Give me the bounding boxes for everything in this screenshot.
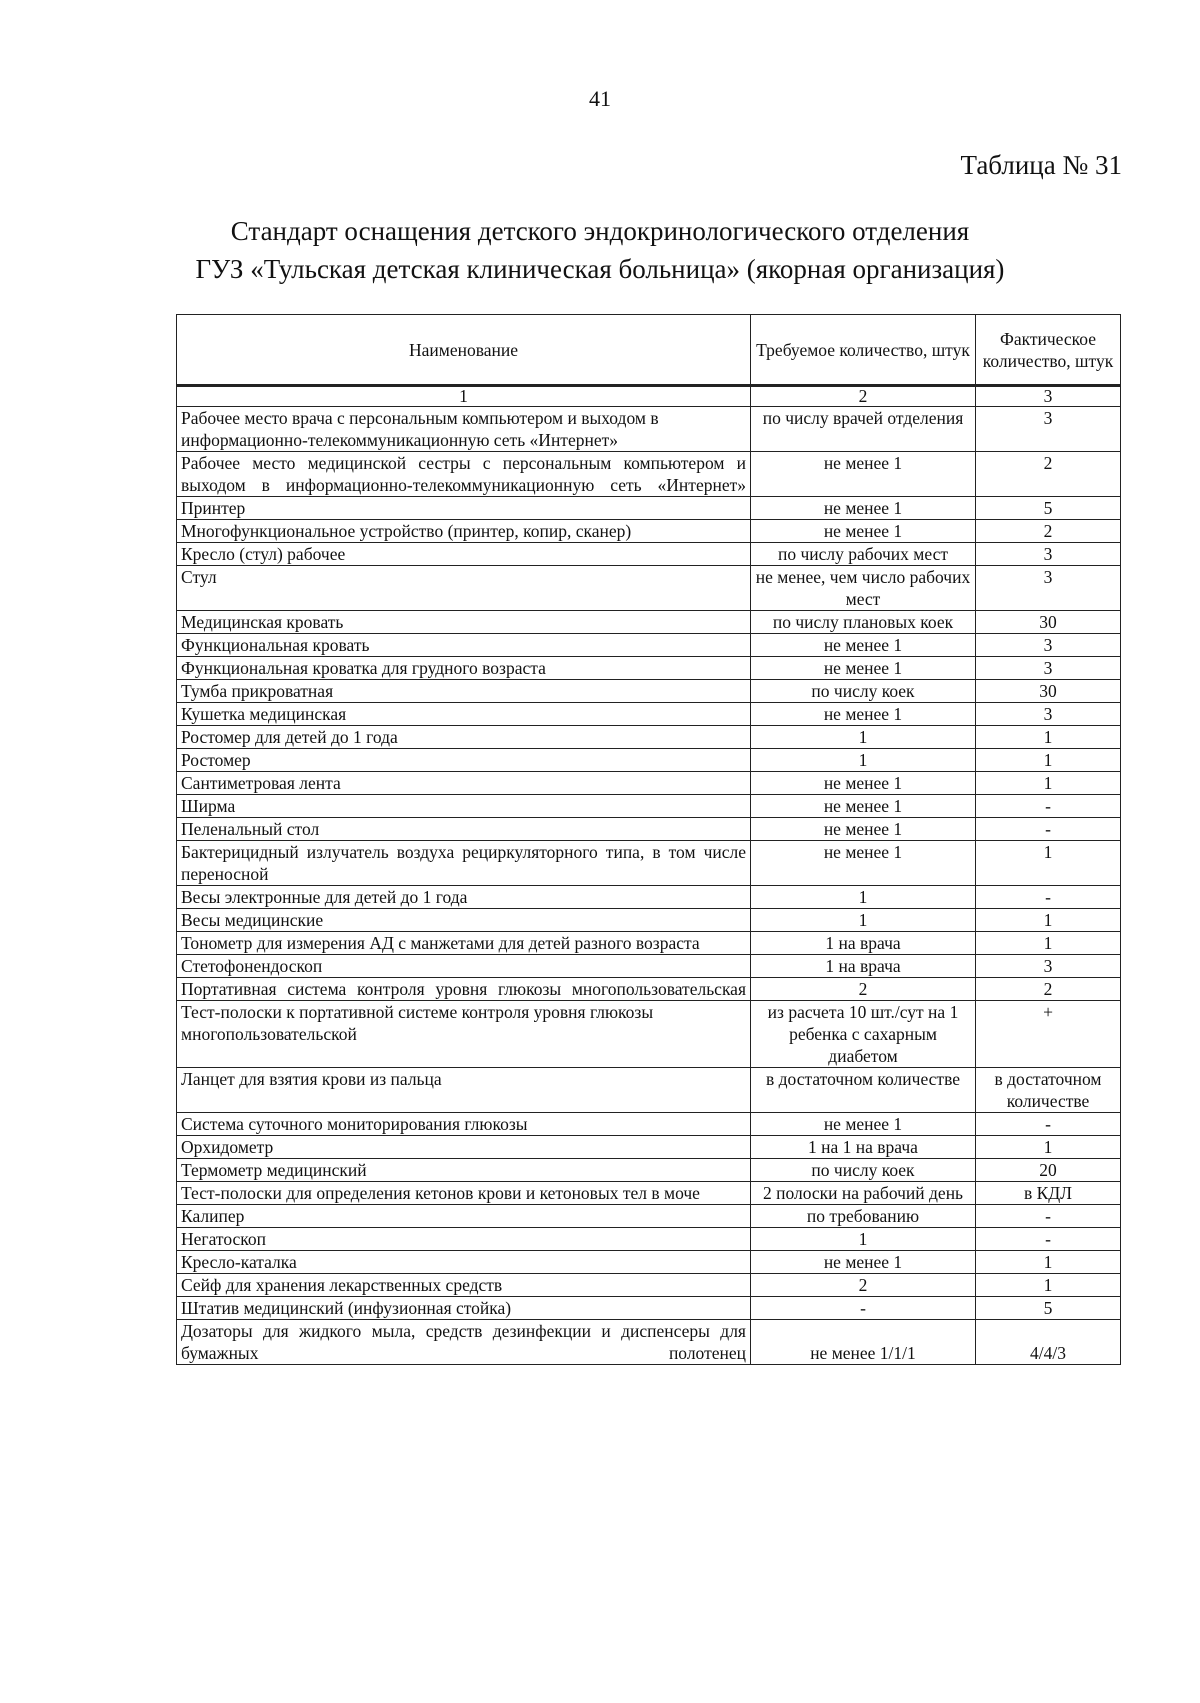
table-row: [177, 932, 1121, 955]
cell-name: Сантиметровая лента: [177, 772, 751, 795]
table-row: [177, 909, 1121, 932]
table-label: Таблица № 31: [960, 150, 1122, 180]
cell-actual: 2: [976, 520, 1121, 543]
cell-actual: 3: [976, 566, 1121, 611]
table-row: [177, 452, 1121, 497]
cell-required: по числу плановых коек: [751, 611, 976, 634]
cell-required: 1 на врача: [751, 932, 976, 955]
cell-required: 1: [751, 1228, 976, 1251]
cell-required: -: [751, 1297, 976, 1320]
cell-actual: 30: [976, 680, 1121, 703]
document-title: [0, 212, 1200, 288]
cell-name: Медицинская кровать: [177, 611, 751, 634]
cell-actual: 5: [976, 1297, 1121, 1320]
cell-name: Ростомер: [177, 749, 751, 772]
cell-actual: 1: [976, 1251, 1121, 1274]
table-row: [177, 818, 1121, 841]
table-header-row: [177, 315, 1121, 386]
cell-required: не менее 1: [751, 657, 976, 680]
cell-actual: -: [976, 1205, 1121, 1228]
cell-required: не менее, чем число рабочих мест: [751, 566, 976, 611]
cell-required: не менее 1: [751, 497, 976, 520]
cell-actual: -: [976, 1113, 1121, 1136]
cell-name: Термометр медицинский: [177, 1159, 751, 1182]
header-required: Требуемое количество, штук: [751, 315, 976, 386]
table-row: [177, 886, 1121, 909]
cell-name: Кресло-каталка: [177, 1251, 751, 1274]
table-row: [177, 1205, 1121, 1228]
column-number: 2: [751, 386, 976, 407]
cell-name: Рабочее место врача с персональным компьютером и выходом в информационно-телекоммуникационную сеть «Интернет»: [177, 407, 751, 452]
header-actual: Фактическое количество, штук: [976, 315, 1121, 386]
cell-actual: 5: [976, 497, 1121, 520]
cell-actual: 3: [976, 955, 1121, 978]
cell-name: Стул: [177, 566, 751, 611]
cell-name: Система суточного мониторирования глюкозы: [177, 1113, 751, 1136]
table-row: [177, 955, 1121, 978]
table-row: [177, 1251, 1121, 1274]
cell-name: Негатоскоп: [177, 1228, 751, 1251]
cell-name: Весы электронные для детей до 1 года: [177, 886, 751, 909]
cell-name: Штатив медицинский (инфузионная стойка): [177, 1297, 751, 1320]
table-row: [177, 978, 1121, 1001]
cell-name: Тест-полоски к портативной системе контроля уровня глюкозы многопользовательской: [177, 1001, 751, 1068]
table-row: [177, 1320, 1121, 1365]
cell-required: в достаточном количестве: [751, 1068, 976, 1113]
cell-name: Кресло (стул) рабочее: [177, 543, 751, 566]
cell-name: Калипер: [177, 1205, 751, 1228]
equipment-table: [176, 314, 1121, 1365]
table-row: [177, 1297, 1121, 1320]
cell-actual: 1: [976, 749, 1121, 772]
cell-required: по числу коек: [751, 1159, 976, 1182]
cell-actual: 30: [976, 611, 1121, 634]
cell-actual: 3: [976, 634, 1121, 657]
cell-required: 1 на 1 на врача: [751, 1136, 976, 1159]
cell-required: 1: [751, 749, 976, 772]
cell-required: 2: [751, 1274, 976, 1297]
column-number-row: [177, 386, 1121, 407]
cell-actual: -: [976, 886, 1121, 909]
cell-required: по числу рабочих мест: [751, 543, 976, 566]
column-number: 3: [976, 386, 1121, 407]
cell-actual: 20: [976, 1159, 1121, 1182]
cell-name: Тумба прикроватная: [177, 680, 751, 703]
table-row: [177, 657, 1121, 680]
cell-actual: 3: [976, 657, 1121, 680]
table-row: [177, 407, 1121, 452]
table-row: [177, 726, 1121, 749]
table-row: [177, 566, 1121, 611]
cell-required: 1: [751, 909, 976, 932]
table-row: [177, 497, 1121, 520]
cell-actual: 2: [976, 452, 1121, 497]
cell-name: Стетофонендоскоп: [177, 955, 751, 978]
cell-name: Ростомер для детей до 1 года: [177, 726, 751, 749]
cell-required: по числу коек: [751, 680, 976, 703]
cell-required: не менее 1/1/1: [751, 1320, 976, 1365]
document-title-line-2: ГУЗ «Тульская детская клиническая больница» (якорная организация): [195, 254, 1005, 284]
cell-required: не менее 1: [751, 795, 976, 818]
table-row: [177, 841, 1121, 886]
cell-name: Бактерицидный излучатель воздуха рециркуляторного типа, в том числе переносной: [177, 841, 751, 886]
cell-name: Многофункциональное устройство (принтер, копир, сканер): [177, 520, 751, 543]
cell-actual: 1: [976, 841, 1121, 886]
cell-required: не менее 1: [751, 703, 976, 726]
header-name: Наименование: [177, 315, 751, 386]
cell-required: не менее 1: [751, 841, 976, 886]
cell-name: Весы медицинские: [177, 909, 751, 932]
table-row: [177, 634, 1121, 657]
cell-actual: в достаточном количестве: [976, 1068, 1121, 1113]
cell-required: не менее 1: [751, 452, 976, 497]
table-row: [177, 680, 1121, 703]
cell-actual: -: [976, 1228, 1121, 1251]
column-number: 1: [177, 386, 751, 407]
cell-actual: 1: [976, 1274, 1121, 1297]
cell-name: Рабочее место медицинской сестры с персональным компьютером и выходом в информационно-телекоммуникационную сеть «Интернет»: [177, 452, 751, 497]
cell-name: Ланцет для взятия крови из пальца: [177, 1068, 751, 1113]
table-row: [177, 1182, 1121, 1205]
cell-required: не менее 1: [751, 818, 976, 841]
cell-actual: 1: [976, 1136, 1121, 1159]
cell-actual: 1: [976, 726, 1121, 749]
page-number: 41: [589, 86, 611, 111]
cell-actual: +: [976, 1001, 1121, 1068]
cell-actual: 1: [976, 932, 1121, 955]
table-row: [177, 703, 1121, 726]
cell-required: не менее 1: [751, 1251, 976, 1274]
cell-name: Ширма: [177, 795, 751, 818]
table-row: [177, 611, 1121, 634]
cell-name: Функциональная кроватка для грудного возраста: [177, 657, 751, 680]
cell-required: 1: [751, 886, 976, 909]
cell-required: не менее 1: [751, 772, 976, 795]
cell-required: 1: [751, 726, 976, 749]
table-row: [177, 1228, 1121, 1251]
cell-name: Тест-полоски для определения кетонов крови и кетоновых тел в моче: [177, 1182, 751, 1205]
cell-name: Орхидометр: [177, 1136, 751, 1159]
cell-name: Пеленальный стол: [177, 818, 751, 841]
table-row: [177, 520, 1121, 543]
cell-required: по требованию: [751, 1205, 976, 1228]
cell-name: Принтер: [177, 497, 751, 520]
table-row: [177, 1113, 1121, 1136]
table-body: [177, 386, 1121, 1365]
table-row: [177, 772, 1121, 795]
cell-name: Функциональная кровать: [177, 634, 751, 657]
cell-name: Сейф для хранения лекарственных средств: [177, 1274, 751, 1297]
cell-required: из расчета 10 шт./сут на 1 ребенка с сахарным диабетом: [751, 1001, 976, 1068]
cell-required: 2: [751, 978, 976, 1001]
cell-required: 1 на врача: [751, 955, 976, 978]
cell-actual: 1: [976, 909, 1121, 932]
cell-actual: 3: [976, 543, 1121, 566]
cell-actual: -: [976, 818, 1121, 841]
table-row: [177, 1274, 1121, 1297]
cell-name: Кушетка медицинская: [177, 703, 751, 726]
cell-required: по числу врачей отделения: [751, 407, 976, 452]
cell-actual: 4/4/3: [976, 1320, 1121, 1365]
table-row: [177, 1136, 1121, 1159]
table-row: [177, 749, 1121, 772]
cell-required: не менее 1: [751, 520, 976, 543]
cell-actual: 2: [976, 978, 1121, 1001]
cell-name: Портативная система контроля уровня глюкозы многопользовательская: [177, 978, 751, 1001]
cell-actual: -: [976, 795, 1121, 818]
table-row: [177, 1159, 1121, 1182]
cell-required: 2 полоски на рабочий день: [751, 1182, 976, 1205]
cell-actual: 3: [976, 703, 1121, 726]
cell-required: не менее 1: [751, 634, 976, 657]
cell-actual: 3: [976, 407, 1121, 452]
document-title-line-1: Стандарт оснащения детского эндокринологического отделения: [230, 216, 970, 246]
table-row: [177, 1068, 1121, 1113]
cell-actual: в КДЛ: [976, 1182, 1121, 1205]
cell-name: Дозаторы для жидкого мыла, средств дезинфекции и диспенсеры для бумажных полотенец: [177, 1320, 751, 1365]
cell-required: не менее 1: [751, 1113, 976, 1136]
table-row: [177, 543, 1121, 566]
table-row: [177, 1001, 1121, 1068]
cell-name: Тонометр для измерения АД с манжетами для детей разного возраста: [177, 932, 751, 955]
cell-actual: 1: [976, 772, 1121, 795]
table-row: [177, 795, 1121, 818]
